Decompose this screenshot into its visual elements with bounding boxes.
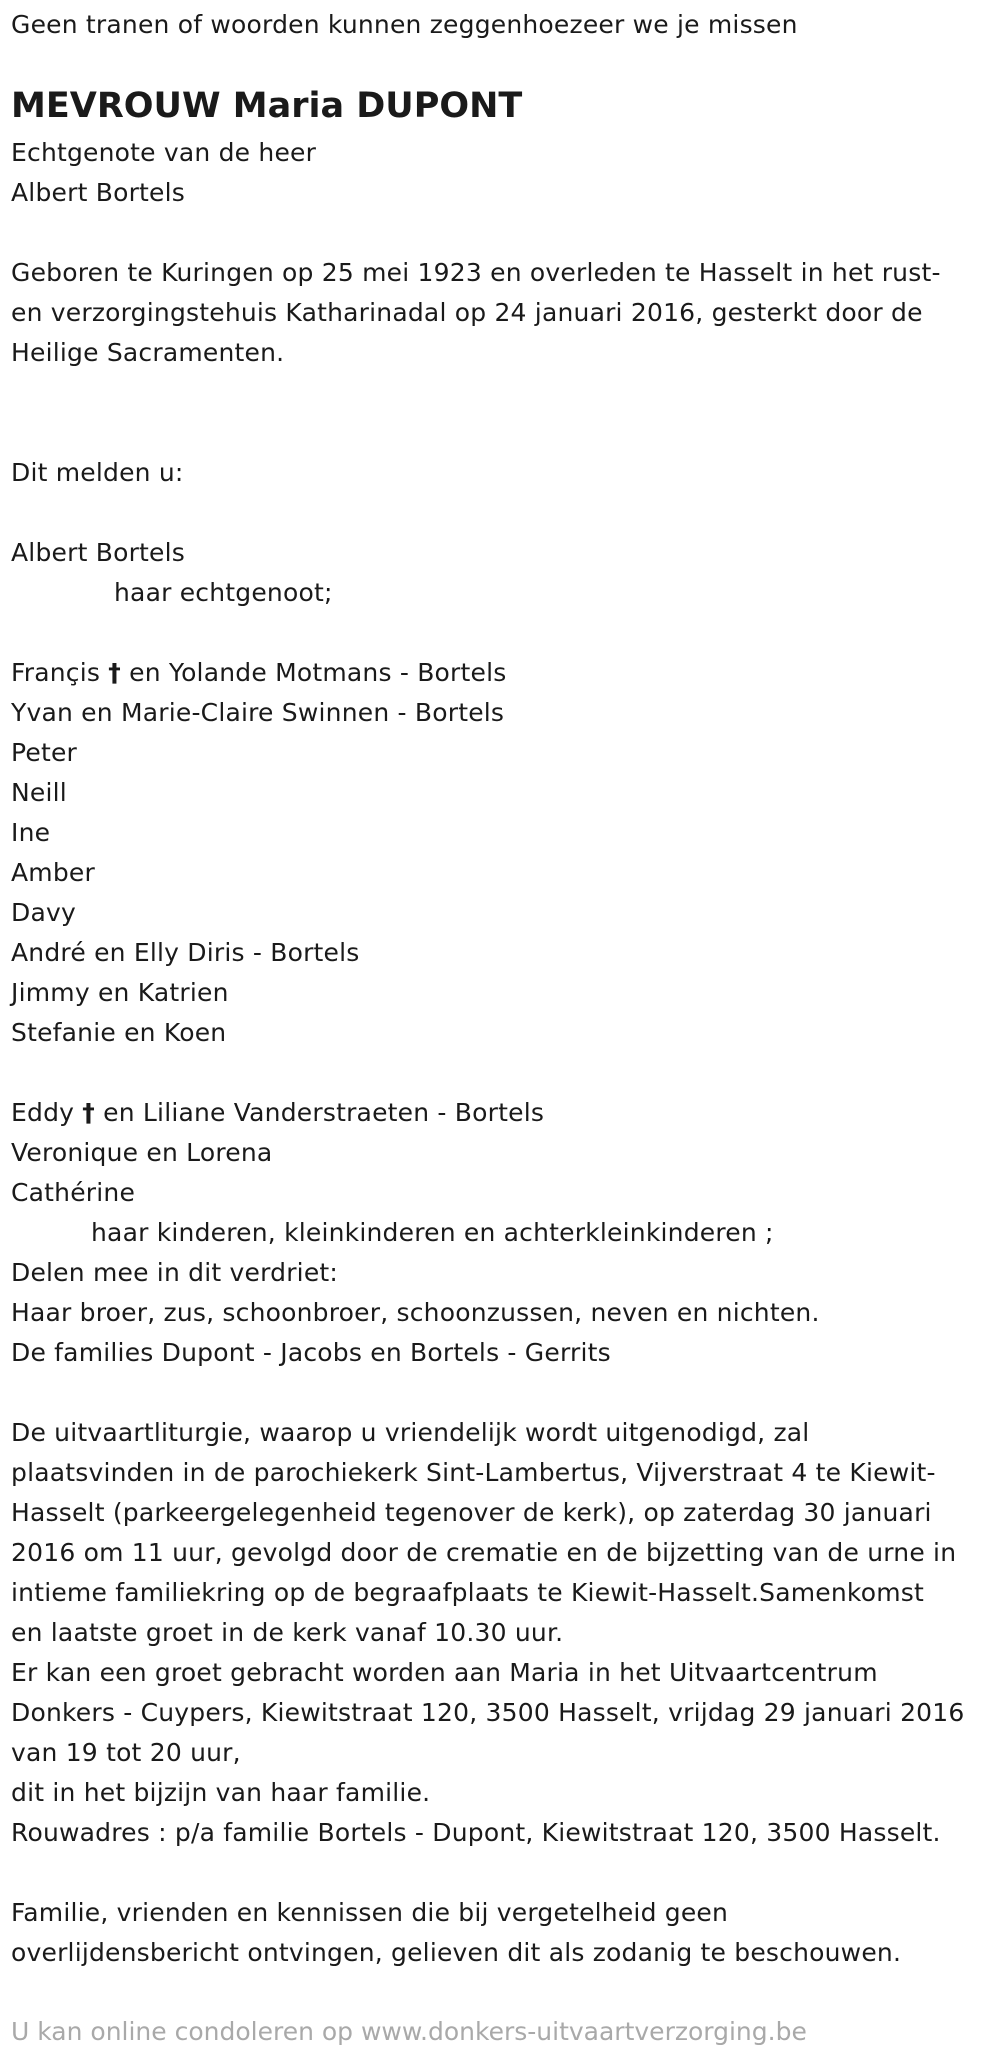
spacer	[11, 1853, 965, 1893]
funeral-line: van 19 tot 20 uur,	[11, 1738, 241, 1767]
funeral-line: dit in het bijzijn van haar familie.	[11, 1778, 431, 1807]
family-member: Ine	[11, 818, 51, 847]
spouse-intro-line: Albert Bortels	[11, 178, 186, 207]
deceased-name: MEVROUW Maria DUPONT	[11, 86, 523, 126]
family-member: Peter	[11, 738, 78, 767]
paragraph-line: Heilige Sacramenten.	[11, 338, 285, 367]
funeral-line: Er kan een groet gebracht worden aan Maria in het Uitvaartcentrum	[11, 1658, 878, 1687]
family-member: Veronique en Lorena	[11, 1138, 273, 1167]
spacer	[11, 493, 965, 533]
sharing-line: De families Dupont - Jacobs en Bortels - Gerrits	[11, 1338, 611, 1367]
mourning-address: Rouwadres : p/a familie Bortels - Dupont, Kiewitstraat 120, 3500 Hasselt.	[11, 1818, 941, 1847]
announce-section	[11, 453, 965, 1973]
sharing-line: Delen mee in dit verdriet:	[11, 1258, 339, 1287]
motto: Geen tranen of woorden kunnen zeggenhoezeer we je missen	[11, 10, 798, 39]
closing-line: Familie, vrienden en kennissen die bij vergetelheid geen	[11, 1898, 729, 1927]
spacer	[11, 1053, 965, 1093]
spouse-intro-line: Echtgenote van de heer	[11, 138, 317, 167]
paragraph-line: en verzorgingstehuis Katharinadal op 24 januari 2016, gesterkt door de	[11, 298, 923, 327]
closing-line: overlijdensbericht ontvingen, gelieven dit als zodanig te beschouwen.	[11, 1938, 902, 1967]
family-member: Neill	[11, 778, 67, 807]
birth-death-paragraph	[11, 253, 941, 373]
funeral-line: plaatsvinden in de parochiekerk Sint-Lambertus, Vijverstraat 4 te Kiewit-	[11, 1458, 936, 1487]
family-member: Jimmy en Katrien	[11, 978, 229, 1007]
family-member: Yvan en Marie-Claire Swinnen - Bortels	[11, 698, 505, 727]
funeral-line: intieme familiekring op de begraafplaats te Kiewit-Hasselt.Samenkomst	[11, 1578, 924, 1607]
funeral-line: De uitvaartliturgie, waarop u vriendelijk wordt uitgenodigd, zal	[11, 1418, 810, 1447]
paragraph-line: Geboren te Kuringen op 25 mei 1923 en overleden te Hasselt in het rust-	[11, 258, 941, 287]
funeral-line: Donkers - Cuypers, Kiewitstraat 120, 3500 Hasselt, vrijdag 29 januari 2016	[11, 1698, 965, 1727]
funeral-line: Hasselt (parkeergelegenheid tegenover de kerk), op zaterdag 30 januari	[11, 1498, 932, 1527]
husband-name: Albert Bortels	[11, 538, 186, 567]
spacer	[11, 613, 965, 653]
family-head	[11, 1093, 965, 1133]
husband-role: haar echtgenoot;	[114, 578, 333, 607]
family-head-name: Eddy	[11, 1098, 75, 1127]
family-member: Stefanie en Koen	[11, 1018, 227, 1047]
family-member: Amber	[11, 858, 95, 887]
cross-icon: †	[82, 1098, 95, 1127]
children-role: haar kinderen, kleinkinderen en achterkleinkinderen ;	[91, 1218, 774, 1247]
spacer	[11, 1373, 965, 1413]
funeral-line: 2016 om 11 uur, gevolgd door de crematie en de bijzetting van de urne in	[11, 1538, 957, 1567]
family-member: Cathérine	[11, 1178, 136, 1207]
funeral-line: en laatste groet in de kerk vanaf 10.30 uur.	[11, 1618, 564, 1647]
family-head-rest: en Yolande Motmans - Bortels	[129, 658, 507, 687]
online-condolence-footer: U kan online condoleren op www.donkers-uitvaartverzorging.be	[11, 2017, 807, 2046]
announce-intro: Dit melden u:	[11, 458, 184, 487]
family-head-rest: en Liliane Vanderstraeten - Bortels	[103, 1098, 545, 1127]
cross-icon: †	[108, 658, 121, 687]
family-member: Davy	[11, 898, 76, 927]
spouse-intro	[11, 133, 316, 213]
sharing-line: Haar broer, zus, schoonbroer, schoonzussen, neven en nichten.	[11, 1298, 820, 1327]
family-head	[11, 653, 965, 693]
family-member: André en Elly Diris - Bortels	[11, 938, 360, 967]
family-head-name: Françis	[11, 658, 101, 687]
